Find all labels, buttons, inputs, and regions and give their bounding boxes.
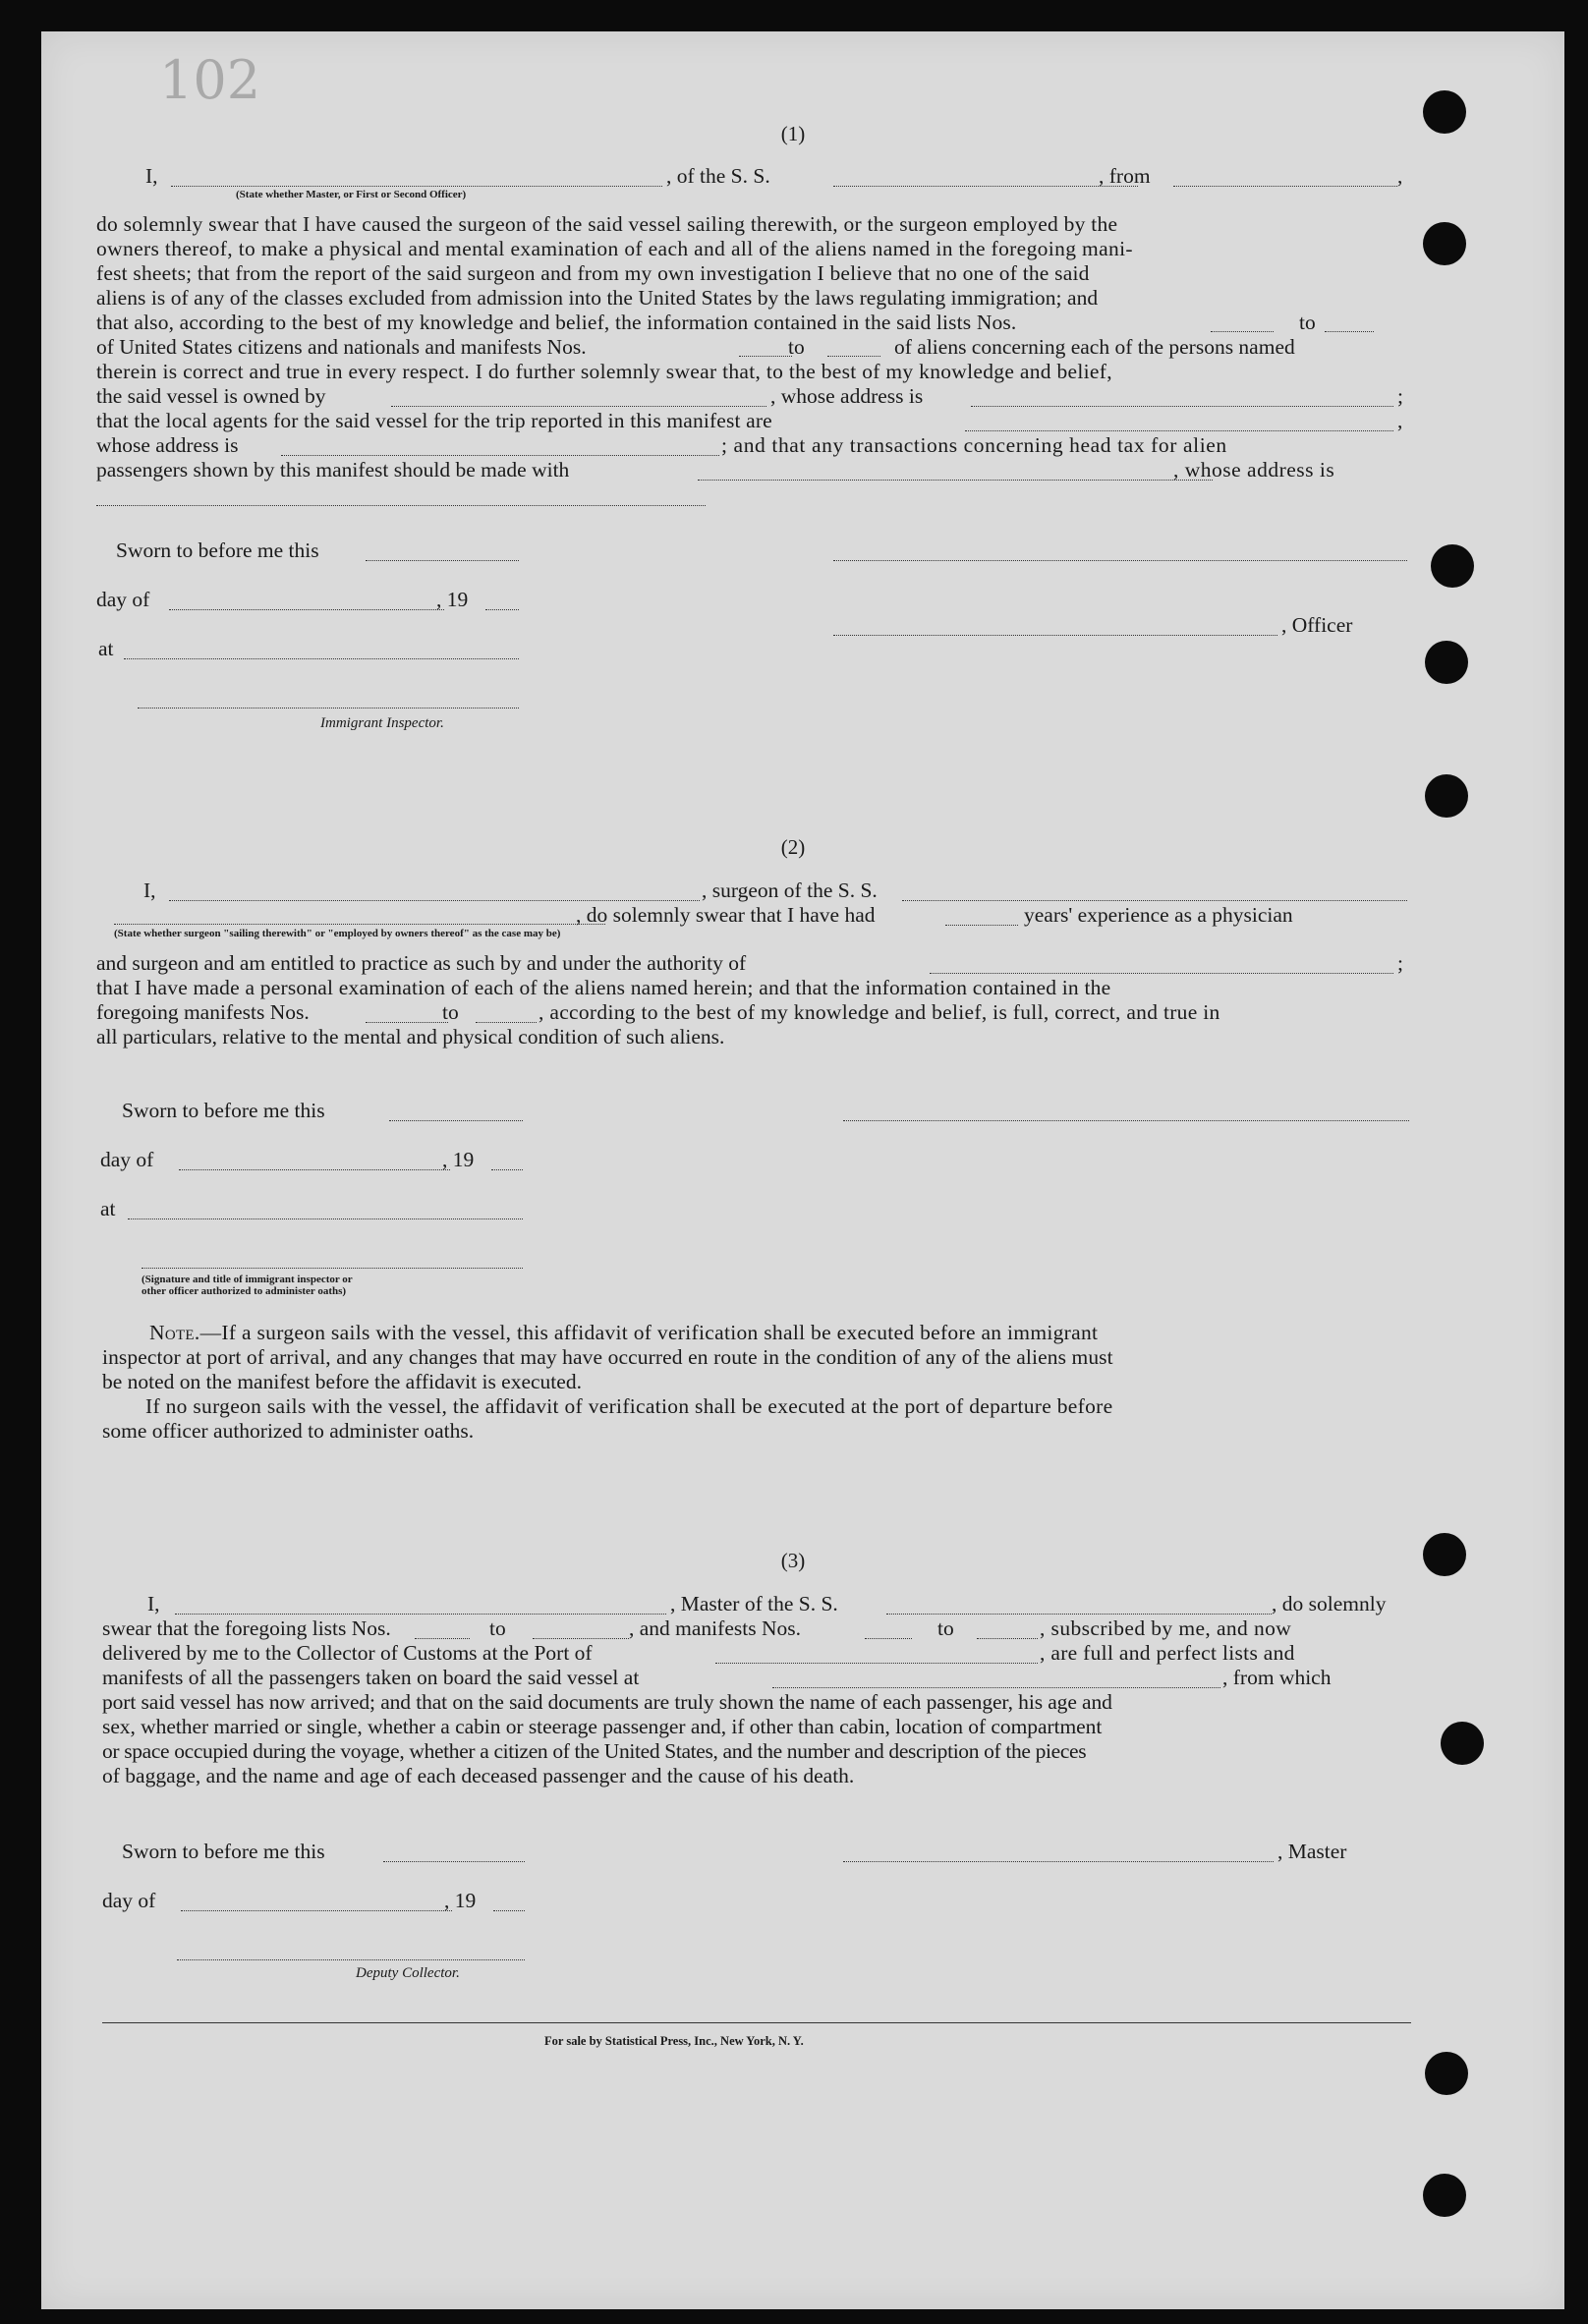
s1-to-2: to — [788, 335, 805, 359]
s2-line5b: to — [442, 1000, 459, 1024]
s1-officer-line — [833, 635, 1277, 636]
s3-master-of: , Master of the S. S. — [670, 1592, 838, 1615]
binder-hole — [1425, 2052, 1468, 2095]
s2-note-line: If no surgeon sails with the vessel, the affidavit of verification shall be executed at the port of departure before — [145, 1394, 1113, 1418]
s1-officer-note: (State whether Master, or First or Second Officer) — [236, 189, 467, 200]
s2-note: (State whether surgeon "sailing therewith" or "employed by owners thereof" as the case may be) — [114, 928, 561, 939]
s1-head-tax: ; and that any transactions concerning head tax for alien — [721, 433, 1227, 457]
s3-i: I, — [147, 1592, 160, 1615]
s1-to-1: to — [1299, 311, 1316, 334]
s1-from: , from — [1099, 164, 1151, 188]
footer-imprint: For sale by Statistical Press, Inc., New York, N. Y. — [544, 2034, 804, 2048]
handwritten-page-number: 102 — [159, 49, 261, 111]
s3-day-of: day of — [102, 1889, 156, 1912]
s1-officer: , Officer — [1281, 613, 1353, 637]
s1-from-blank — [1173, 186, 1397, 187]
binder-hole — [1423, 1533, 1466, 1576]
s1-day-of: day of — [96, 588, 150, 611]
s3-master: , Master — [1277, 1840, 1347, 1863]
s1-para-line: aliens is of any of the classes excluded from admission into the United States by the laws regulating immigration; and — [96, 286, 1099, 310]
s3-para-line: of baggage, and the name and age of each deceased passenger and the cause of his death. — [102, 1764, 855, 1787]
s2-line3: and surgeon and am entitled to practice as such by and under the authority of — [96, 951, 747, 975]
s1-nineteen: , 19 — [436, 588, 469, 611]
s1-whose-address: , whose address is — [770, 384, 924, 408]
s1-para-line: of United States citizens and nationals and manifests Nos. — [96, 335, 587, 359]
s3-l3a: delivered by me to the Collector of Customs at the Port of — [102, 1641, 593, 1665]
s3-l2e: , subscribed by me, and now — [1040, 1616, 1292, 1640]
s1-para-line: owners thereof, to make a physical and mental examination of each and all of the aliens named in the foregoing mani- — [96, 237, 1133, 260]
s2-line6: all particulars, relative to the mental and physical condition of such aliens. — [96, 1025, 725, 1049]
s3-para-line: or space occupied during the voyage, whether a citizen of the United States, and the number and description of the pieces — [102, 1739, 1087, 1763]
s2-surgeon-of: , surgeon of the S. S. — [702, 879, 878, 902]
s2-sig-note-1: (Signature and title of immigrant inspector or — [142, 1274, 353, 1285]
s2-years: years' experience as a physician — [1024, 903, 1293, 927]
s1-of-ss: , of the S. S. — [666, 164, 770, 188]
section-3-number: (3) — [780, 1549, 806, 1572]
form-page: 102 (1) I, (State whether Master, or First or Second Officer) , of the S. S. , from , do solemnly swear that I have caused the surgeon of the said vessel sailing therewith, or the surgeon employed by the owners thereof, to make a physical and mental examination of each and all of the aliens named in the foregoing mani- fest sheets; that from the report of the said surgeon and from my own investigation I believe that no one of the said aliens is of any of the classes excluded from admission into the United States by the laws regulating immigration; and that also, according to the best of my knowledge and belief, the information contained in the said lists Nos. to of United States citizens and nationals and manifests Nos. to of aliens concerning each of the persons named therein is correct and true in every respect. I do further solemnly swear that, to the best of my knowledge and belief, the said vessel is owned by , whose address is ; that the local agents for the said vessel for the trip reported in this manifest are , whose address is ; and that any transactions concerning head tax for alien passengers shown by this manifest should be made with , whose address is Sworn to before me this day of , 19 at Immigrant Inspector. , Officer (2) I, , surgeon of the S. S. , do solemnly swear that I have had years' experience as a physician (State whether surgeon "sailing therewith" or "employed by owners thereof" as the case may be) and surgeon and am entitled to practice as such by and under the authority of ; that I have made a personal examination of each of the aliens named herein; and that the information contained in the foregoing manifests Nos. to , according to the best of my knowledge and belief, is full, correct, and true in all particulars, relative to the mental and physical condition of such aliens. Sworn to before me this day of , 19 at (Signature and title of immigrant inspector or other officer authorized to administer oaths) Note.—If a surgeon sails with the vessel, this affidavit of verification shall be executed before an immigrant inspector at port of arrival, and any changes that may have occurred en route in the condition of any of the aliens must be noted on the manifest before the affidavit is executed. If no surgeon sails with the vessel, the affidavit of verification shall be executed at the port of departure before some officer authorized to administer oaths. (3) I, , Master of the S. S. , do solemnly swear that the foregoing lists Nos. to , and manifests Nos. to , subscribed by me, and now delivered by me to the Collector of Customs at the Port of , are full and perfect lists and manifests of all the passengers taken on board the said vessel at , from which port said vessel has now arrived; and that on the said documents are truly shown the name of each passenger, his age and sex, whether married or single, whether a cabin or steerage passenger and, if other than cabin, location of compartment or space occupied during the voyage, whether a citizen of the United States, and the number and description of the pieces of baggage, and the name and age of each deceased passenger and the cause of his death. Sworn to before me this , Master day of , 19 Deputy Collector. For sale by Statistical Press, Inc., New York, N. Y. — [41, 31, 1564, 2309]
s2-day-of: day of — [100, 1148, 154, 1171]
s1-para-line: fest sheets; that from the report of the said surgeon and from my own investigation I believe that no one of the said — [96, 261, 1090, 285]
binder-hole — [1441, 1722, 1484, 1765]
s3-l3b: , are full and perfect lists and — [1040, 1641, 1295, 1665]
s2-sig-note-2: other officer authorized to administer oaths) — [142, 1285, 347, 1297]
s1-para-line: that also, according to the best of my knowledge and belief, the information contained in the said lists Nos. — [96, 311, 1017, 334]
s3-sworn: Sworn to before me this — [122, 1840, 325, 1863]
binder-hole — [1423, 2174, 1466, 2217]
s2-signature-line — [843, 1120, 1409, 1121]
s1-i: I, — [145, 164, 158, 188]
s1-para-line: therein is correct and true in every respect. I do further solemnly swear that, to the best of my knowledge and belief, — [96, 360, 1112, 383]
s1-signature-line — [833, 560, 1407, 561]
s3-l2c: , and manifests Nos. — [629, 1616, 801, 1640]
s1-para-line: whose address is — [96, 433, 239, 457]
s1-at: at — [98, 637, 114, 660]
section-2-number: (2) — [780, 835, 806, 859]
s2-sworn: Sworn to before me this — [122, 1099, 325, 1122]
s1-para-line: that the local agents for the said vessel for the trip reported in this manifest are — [96, 409, 772, 432]
s2-note-line: some officer authorized to administer oaths. — [102, 1419, 475, 1443]
s3-para-line: sex, whether married or single, whether a cabin or steerage passenger and, if other than cabin, location of compartment — [102, 1715, 1103, 1738]
s1-ss-blank — [833, 186, 1138, 187]
s2-note-line: inspector at port of arrival, and any changes that may have occurred en route in the condition of any of the aliens must — [102, 1345, 1113, 1369]
s3-para-line: port said vessel has now arrived; and that on the said documents are truly shown the name of each passenger, his age and — [102, 1690, 1112, 1714]
s1-para-line: the said vessel is owned by — [96, 384, 326, 408]
s1-sworn: Sworn to before me this — [116, 538, 319, 562]
s3-l2a: swear that the foregoing lists Nos. — [102, 1616, 391, 1640]
s3-do-solemnly: , do solemnly — [1272, 1592, 1387, 1615]
s3-nineteen: , 19 — [444, 1889, 477, 1912]
binder-hole — [1425, 641, 1468, 684]
binder-hole — [1423, 222, 1466, 265]
s3-signature-line — [843, 1861, 1274, 1862]
s1-whose-address-end: , whose address is — [1173, 458, 1335, 482]
section-1-number: (1) — [780, 122, 806, 145]
binder-hole — [1423, 90, 1466, 134]
s2-note-line-1: Note.—If a surgeon sails with the vessel, this affidavit of verification shall be executed before an immigrant — [149, 1321, 1099, 1344]
s2-note-line: be noted on the manifest before the affidavit is executed. — [102, 1370, 582, 1393]
s3-deputy: Deputy Collector. — [356, 1965, 460, 1981]
binder-hole — [1425, 774, 1468, 818]
s1-officer-blank — [171, 186, 662, 187]
binder-hole — [1431, 544, 1474, 588]
s3-l4b: , from which — [1222, 1666, 1332, 1689]
s1-aliens-concerning: of aliens concerning each of the persons named — [894, 335, 1295, 359]
s3-l2d: to — [937, 1616, 954, 1640]
s2-line4: that I have made a personal examination of each of the aliens named herein; and that the information contained in the — [96, 976, 1111, 999]
s2-at: at — [100, 1197, 116, 1220]
s3-l4a: manifests of all the passengers taken on board the said vessel at — [102, 1666, 640, 1689]
s2-do-swear: , do solemnly swear that I have had — [576, 903, 876, 927]
s1-para-line: passengers shown by this manifest should be made with — [96, 458, 570, 482]
footer-rule — [102, 2022, 1411, 2023]
s3-l2b: to — [489, 1616, 506, 1640]
s2-nineteen: , 19 — [442, 1148, 475, 1171]
s2-line5a: foregoing manifests Nos. — [96, 1000, 310, 1024]
s2-i: I, — [143, 879, 156, 902]
s1-inspector: Immigrant Inspector. — [320, 715, 444, 731]
s1-para-line: do solemnly swear that I have caused the surgeon of the said vessel sailing therewith, or the surgeon employed by the — [96, 212, 1118, 236]
note-label: Note. — [149, 1321, 200, 1344]
s2-line5c: , according to the best of my knowledge and belief, is full, correct, and true in — [539, 1000, 1220, 1024]
